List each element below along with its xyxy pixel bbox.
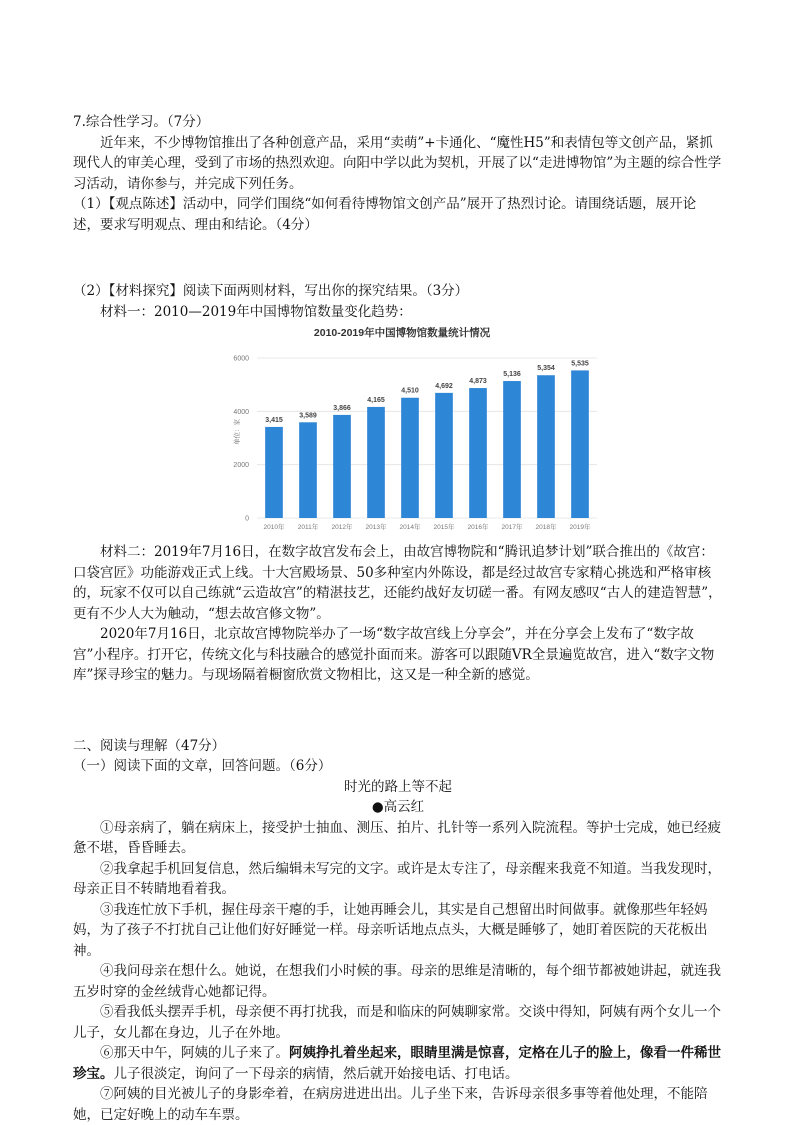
bar-value-label: 3,866 [333,404,351,412]
x-tick-label: 2019年 [569,524,591,531]
material1-label: 材料一：2010—2019年中国博物馆数量变化趋势： [100,303,412,320]
bar-value-label: 3,415 [265,416,283,424]
section2-title: 二、阅读与理解（47分） [73,737,226,754]
bar-2018年 [537,375,555,518]
bar-value-label: 4,165 [367,396,385,404]
y-tick-label: 2000 [233,462,249,470]
paragraph-1: ①母亲病了，躺在病床上，接受护士抽血、测压、拍片、扎针等一系列入院流程。等护士完成，她已经疲惫不堪，昏昏睡去。 [73,819,721,856]
bar-2011年 [299,422,317,518]
paragraph-4: ④我问母亲在想什么。她说，在想我们小时候的事。母亲的思维是清晰的，每个细节都被她讲起，就连我五岁时穿的金丝绒背心她都记得。 [73,963,721,1000]
x-tick-label: 2017年 [501,524,523,531]
chart-title: 2010-2019年中国博物馆数量统计情况 [313,327,491,339]
x-tick-label: 2010年 [263,524,285,531]
article-title: 时光的路上等不起 [344,778,452,795]
museum-chart [201,324,603,538]
q7-title: 7.综合性学习。（7分） [73,114,210,130]
article-author: ●高云红 [371,799,425,815]
bar-2012年 [333,415,351,518]
q7-sub2: （2）【材料探究】阅读下面两则材料，写出你的探究结果。（3分） [73,283,469,299]
paragraph-6 [73,1043,723,1084]
bar-2019年 [571,370,589,518]
bar-2014年 [401,398,419,518]
bar-2010年 [265,427,283,518]
x-tick-label: 2012年 [331,524,353,531]
section2-part1: （一）阅读下面的文章，回答问题。（6分） [73,758,332,774]
y-tick-label: 4000 [233,408,249,416]
q7-sub1: （1）【观点陈述】活动中，同学们围绕“如何看待博物馆文创产品”展开了热烈讨论。请围绕话题，展开论述，要求写明观点、理由和结论。（4分） [73,196,697,233]
material2: 材料二：2019年7月16日，在数字故宫发布会上，由故宫博物院和“腾讯追梦计划”联合推出的《故宫：口袋宫匠》功能游戏正式上线。十大宫殿场景、50多种室内外陈设，都是经过故宫专家精心挑选和严格审核的，玩家不仅可以自己练就“云造故宫”的精湛技艺，还能约战好友切磋一番。有网友感叹“古人的建造智慧”，更有不少人大为触动，“想去故宫修文物”。 [73,544,722,622]
paragraph-2: ②我拿起手机回复信息，然后编辑未写完的文字。或许是太专注了，母亲醒来我竟不知道。当我发现时，母亲正目不转睛地看着我。 [73,860,721,897]
bar-value-label: 5,535 [571,360,589,368]
material3: 2020年7月16日，北京故宫博物院举办了一场“数字故宫线上分享会”，并在分享会上发布了“数字故宫”小程序。打开它，传统文化与科技融合的感觉扑面而来。游客可以跟随VR全景遍览故宫，进入“数字文物库”探寻珍宝的魅力。与现场隔着橱窗欣赏文物相比，这又是一种全新的感觉。 [73,626,715,683]
paragraph-5: ⑤看我低头摆弄手机，母亲便不再打扰我，而是和临床的阿姨聊家常。交谈中得知，阿姨有两个女儿一个儿子，女儿都在身边，儿子在外地。 [73,1004,721,1041]
x-tick-label: 2011年 [297,524,319,531]
x-tick-label: 2014年 [399,524,421,531]
bar-2015年 [435,393,453,518]
x-tick-label: 2013年 [365,524,387,531]
museum-chart-svg [201,324,603,538]
q7-intro: 近年来，不少博物馆推出了各种创意产品，采用“卖萌”+卡通化、“魔性H5”和表情包等文创产品，紧抓现代人的审美心理，受到了市场的热烈欢迎。向阳中学以此为契机，开展了以“走进博物馆”为主题的综合性学习活动，请你参与，并完成下列任务。 [73,134,722,192]
x-tick-label: 2018年 [535,524,557,531]
bar-2013年 [367,407,385,518]
bar-value-label: 4,873 [469,378,487,386]
paragraph-6-bold: 阿姨挣扎着坐起来，眼睛里满是惊喜，定格在儿子的脸上，像看一件稀世珍宝。 [73,1045,721,1082]
chart-ylabel: 单位：家 [234,419,241,445]
paragraph-3: ③我连忙放下手机，握住母亲干瘪的手，让她再睡会儿，其实是自己想留出时间做事。就像那些年轻妈妈，为了孩子不打扰自己让他们好好睡觉一样。母亲听话地点点头，大概是睡够了，她盯着医院的天花板出神。 [73,901,708,959]
paragraph-6-start: ⑥那天中午，阿姨的儿子来了。 [100,1045,289,1061]
page-content [73,112,723,1125]
bar-value-label: 4,510 [401,387,419,395]
x-tick-label: 2016年 [467,524,489,531]
bar-value-label: 5,136 [503,371,521,379]
bar-value-label: 3,589 [299,412,317,420]
bar-value-label: 4,692 [435,382,453,390]
bar-value-label: 5,354 [537,365,555,373]
x-tick-label: 2015年 [433,524,455,531]
y-tick-label: 6000 [233,355,249,363]
paragraph-7: ⑦阿姨的目光被儿子的身影牵着，在病房进进出出。儿子坐下来，告诉母亲很多事等着他处理，不能陪她，已定好晚上的动车车票。 [73,1086,708,1123]
paragraph-6-end: 儿子很淡定，询问了一下母亲的病情，然后就开始接电话、打电话。 [113,1065,519,1082]
bar-2016年 [469,388,487,518]
y-tick-label: 0 [245,515,249,523]
bar-2017年 [503,381,521,518]
